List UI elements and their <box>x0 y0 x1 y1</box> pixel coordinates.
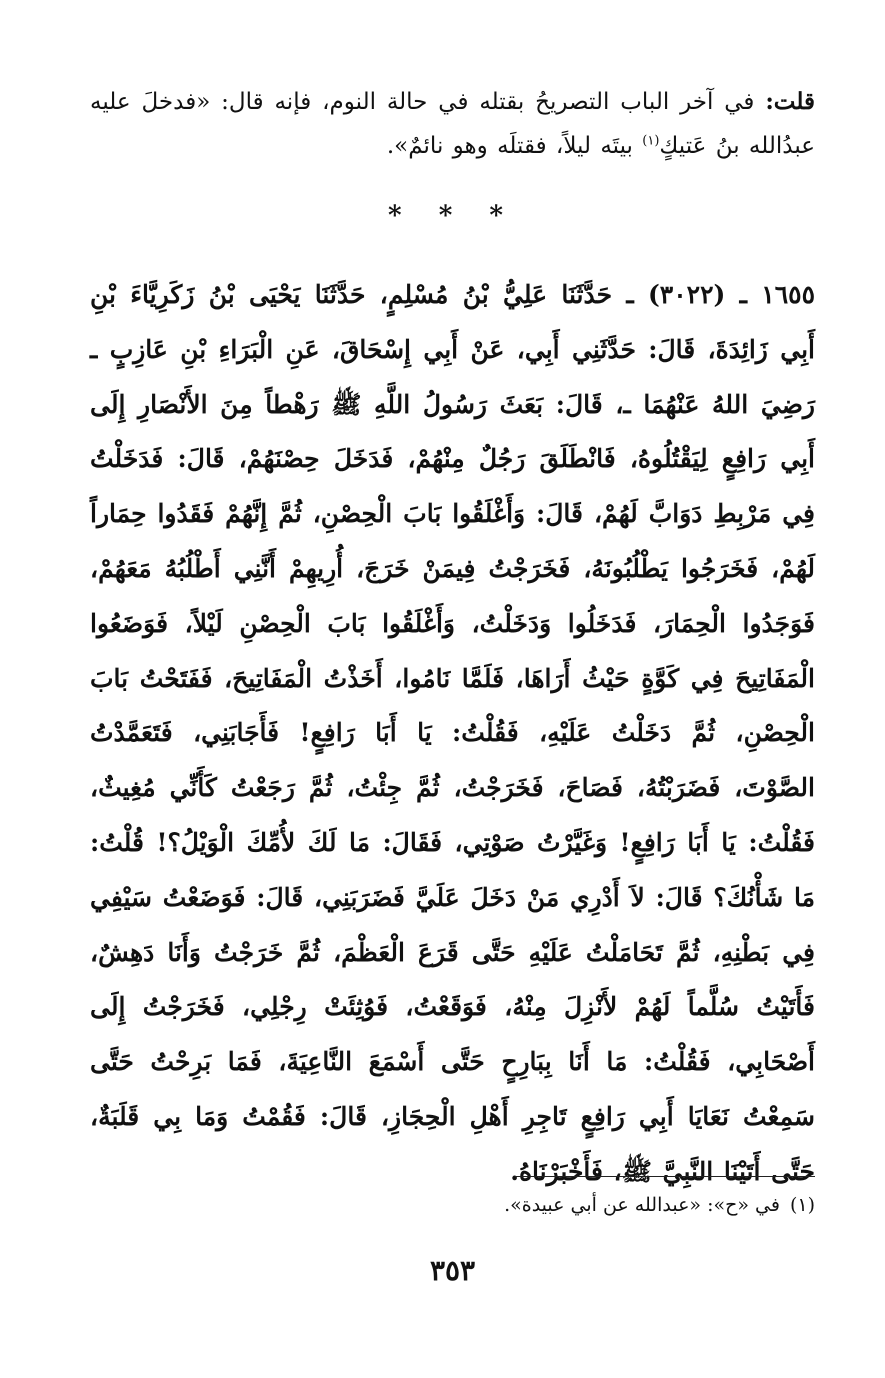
page-number: ٣٥٣ <box>429 1254 476 1287</box>
intro-lead: قلت: <box>765 88 815 115</box>
hadith-paragraph: ١٦٥٥ ـ (٣٠٢٢) ـ حَدَّثَنَا عَلِيُّ بْنُ مُسْلِمٍ، حَدَّثَنَا يَحْيَى بْنُ زَكَرِيَّاءَ بْنِ أَبِي زَائِدَةَ، قَالَ: حَدَّثَنِي أَبِي، عَنْ أَبِي إِسْحَاقَ، عَنِ الْبَرَاءِ بْنِ عَازِبٍ ـ رَضِيَ اللهُ عَنْهُمَا ـ، قَالَ: بَعَثَ رَسُولُ اللَّهِ ﷺ رَهْطاً مِنَ الأَنْصَارِ إِلَى أَبِي رَافِعٍ لِيَقْتُلُوهُ، فَانْطَلَقَ رَجُلٌ مِنْهُمْ، فَدَخَلَ حِصْنَهُمْ، قَالَ: فَدَخَلْتُ فِي مَرْبِطِ دَوَابَّ لَهُمْ، قَالَ: وَأَغْلَقُوا بَابَ الْحِصْنِ، ثُمَّ إِنَّهُمْ فَقَدُوا حِمَاراً لَهُمْ، فَخَرَجُوا يَطْلُبُونَهُ، فَخَرَجْتُ فِيمَنْ خَرَجَ، أُرِيهِمْ أَنَّنِي أَطْلُبُهُ مَعَهُمْ، فَوَجَدُوا الْحِمَارَ، فَدَخَلُوا وَدَخَلْتُ، وَأَغْلَقُوا بَابَ الْحِصْنِ لَيْلاً، فَوَضَعُوا الْمَفَاتِيحَ فِي كَوَّةٍ حَيْثُ أَرَاهَا، فَلَمَّا نَامُوا، أَخَذْتُ الْمَفَاتِيحَ، فَفَتَحْتُ بَابَ الْحِصْنِ، ثُمَّ دَخَلْتُ عَلَيْهِ، فَقُلْتُ: يَا أَبَا رَافِعٍ! فَأَجَابَنِي، فَتَعَمَّدْتُ الصَّوْتَ، فَضَرَبْتُهُ، فَصَاحَ، فَخَرَجْتُ، ثُمَّ جِئْتُ، ثُمَّ رَجَعْتُ كَأَنِّي مُغِيثٌ، فَقُلْتُ: يَا أَبَا رَافِعٍ! وَغَيَّرْتُ صَوْتِي، فَقَالَ: مَا لَكَ لأُمِّكَ الْوَيْلُ؟! قُلْتُ: مَا شَأْنُكَ؟ قَالَ: لاَ أَدْرِي مَنْ دَخَلَ عَلَيَّ فَضَرَبَنِي، قَالَ: فَوَضَعْتُ سَيْفِي فِي بَطْنِهِ، ثُمَّ تَحَامَلْتُ عَلَيْهِ حَتَّى قَرَعَ الْعَظْمَ، ثُمَّ خَرَجْتُ وَأَنَا دَهِشٌ، فَأَتَيْتُ سُلَّماً لَهُمْ لأَنْزِلَ مِنْهُ، فَوَقَعْتُ، فَوُثِئَتْ رِجْلِي، فَخَرَجْتُ إِلَى أَصْحَابِي، فَقُلْتُ: مَا أَنَا بِبَارِحٍ حَتَّى أَسْمَعَ النَّاعِيَةَ، فَمَا بَرِحْتُ حَتَّى سَمِعْتُ نَعَايَا أَبِي رَافِعٍ تَاجِرِ أَهْلِ الْحِجَازِ، قَالَ: فَقُمْتُ وَمَا بِي قَلَبَةٌ، حَتَّى أَتَيْنَا النَّبِيَّ ﷺ، فَأَخْبَرْنَاهُ. <box>90 280 815 1186</box>
intro-paragraph <box>90 80 815 168</box>
footnote-number: (١) <box>789 1194 815 1216</box>
footnote-reference[interactable]: (١) <box>642 133 660 149</box>
intro-text-end: بيتَه ليلاً، فقتلَه وهو نائمٌ». <box>386 133 643 159</box>
book-page <box>90 80 815 1320</box>
footnote-text: في «ح»: «عبدالله عن أبي عبيدة». <box>504 1194 780 1216</box>
section-separator: * * * <box>388 201 517 231</box>
footnote-divider <box>515 1176 815 1177</box>
intro-text: في آخر الباب التصريحُ بقتله في حالة النوم، فإنه قال: «فدخلَ عليه عبدُالله بنُ عَتيكٍ <box>90 89 815 159</box>
footnote <box>90 1190 815 1220</box>
